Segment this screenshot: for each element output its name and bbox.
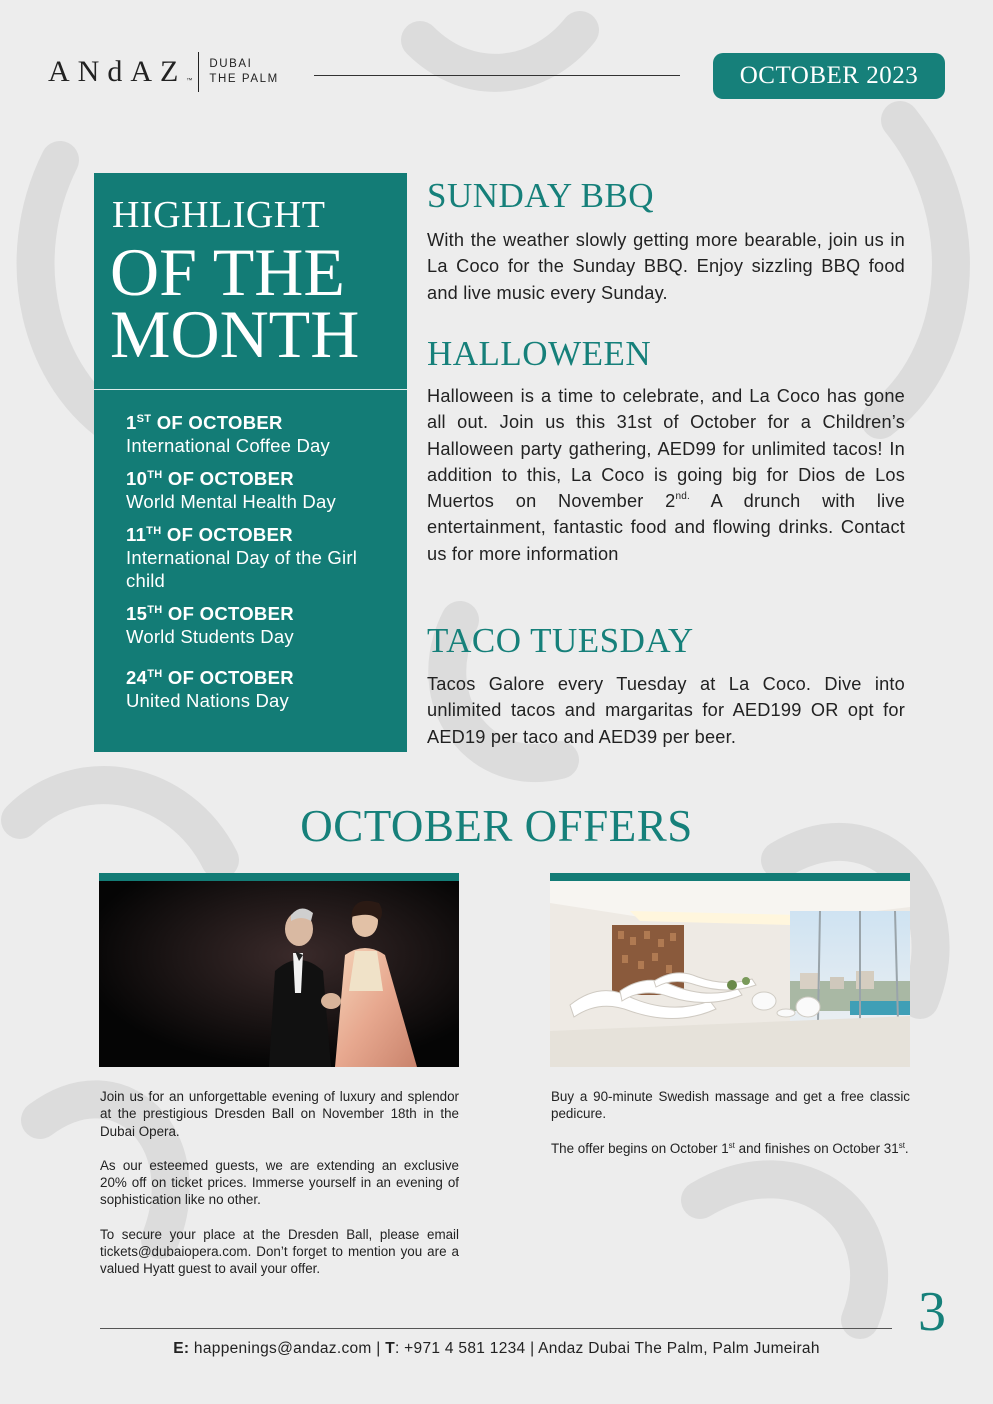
opera-offer-paragraph-1: Join us for an unforgettable evening of luxury and splendor at the prestigious Dresden Ball on November 18th in the Dubai Opera. [100, 1089, 459, 1139]
logo-location-area: THE PALM [209, 73, 279, 85]
taco-tuesday-body: Tacos Galore every Tuesday at La Coco. Dive into unlimited tacos and margaritas for AED199 OR opt for AED19 per taco and AED39 per beer. [427, 674, 905, 747]
highlight-date: 10TH OF OCTOBER [126, 468, 294, 489]
highlight-date: 1ST OF OCTOBER [126, 412, 283, 433]
highlight-title-big [110, 234, 360, 372]
taco-tuesday-heading: TACO TUESDAY [427, 621, 694, 660]
highlight-date: 11TH OF OCTOBER [126, 524, 293, 545]
highlight-event: World Students Day [126, 626, 294, 647]
highlight-date: 15TH OF OCTOBER [126, 603, 294, 624]
opera-offer-paragraph-2: As our esteemed guests, we are extending an exclusive 20% off on ticket prices. Immerse yourself in an evening of sophistication like no other. [100, 1157, 459, 1208]
highlight-item [126, 523, 396, 592]
highlight-title-small: HIGHLIGHT [112, 194, 326, 236]
sunday-bbq-heading: SUNDAY BBQ [427, 176, 655, 215]
highlight-divider [94, 389, 407, 390]
spa-offer-text [551, 1088, 910, 1174]
opera-performers-photo [99, 881, 459, 1067]
highlight-event: United Nations Day [126, 690, 289, 711]
logo-trademark: ™ [186, 78, 193, 84]
opera-offer-accent-bar [99, 873, 459, 881]
october-offers-heading: OCTOBER OFFERS [300, 801, 693, 851]
header-divider-line [314, 75, 680, 76]
spa-offer-paragraph-1: Buy a 90-minute Swedish massage and get a free classic pedicure. [551, 1089, 910, 1122]
logo-wordmark: ANdAZ [48, 55, 187, 88]
footer-contact [0, 1340, 993, 1358]
footer-phone-address: : +971 4 581 1234 | Andaz Dubai The Palm, Palm Jumeirah [394, 1340, 820, 1357]
logo-location [209, 57, 278, 87]
spa-offer-card [550, 873, 910, 1067]
footer-phone-label: T [385, 1340, 395, 1357]
footer-email-label: E: [173, 1340, 190, 1357]
halloween-heading: HALLOWEEN [427, 334, 652, 373]
highlight-title-line2: MONTH [110, 296, 360, 372]
footer-email: happenings@andaz.com | [189, 1340, 386, 1357]
opera-offer-text [100, 1088, 459, 1295]
page-number: 3 [918, 1281, 946, 1343]
opera-offer-card [99, 873, 459, 1067]
highlight-date-list [126, 411, 396, 722]
spa-offer-paragraph-2: The offer begins on October 1st and finishes on October 31st. [551, 1140, 909, 1156]
highlight-title-line1: OF THE [110, 234, 345, 310]
highlight-date: 24TH OF OCTOBER [126, 667, 294, 688]
opera-offer-paragraph-3: To secure your place at the Dresden Ball, please email tickets@dubaiopera.com. Don’t forget to mention you are a valued Hyatt guest to avail your offer. [100, 1226, 459, 1277]
andaz-logo [48, 48, 279, 96]
spa-relaxation-room-photo [550, 881, 910, 1067]
month-badge: OCTOBER 2023 [713, 53, 945, 99]
highlight-item [126, 602, 396, 648]
highlight-of-the-month-panel [94, 173, 407, 752]
highlight-event: International Day of the Girl child [126, 547, 357, 591]
highlight-event: World Mental Health Day [126, 491, 336, 512]
logo-divider [198, 52, 199, 92]
highlight-item [126, 467, 396, 513]
logo-location-city: DUBAI [209, 58, 253, 70]
highlight-item [126, 411, 396, 457]
highlight-item [126, 666, 396, 712]
highlight-event: International Coffee Day [126, 435, 330, 456]
sunday-bbq-body: With the weather slowly getting more bearable, join us in La Coco for the Sunday BBQ. Enjoy sizzling BBQ food and live music every Sunday. [427, 230, 905, 303]
footer-divider-line [100, 1328, 892, 1329]
halloween-body: Halloween is a time to celebrate, and La Coco has gone all out. Join us this 31st of October for a Children’s Halloween party gathering, AED99 for unlimited tacos! In addition to this, La Coco is going big for Dios de Los Muertos on November $2^{nd.}$ A drunch with live entertainment, fantastic food and flowing drinks. Contact us for more information [427, 386, 905, 564]
spa-offer-accent-bar [550, 873, 910, 881]
